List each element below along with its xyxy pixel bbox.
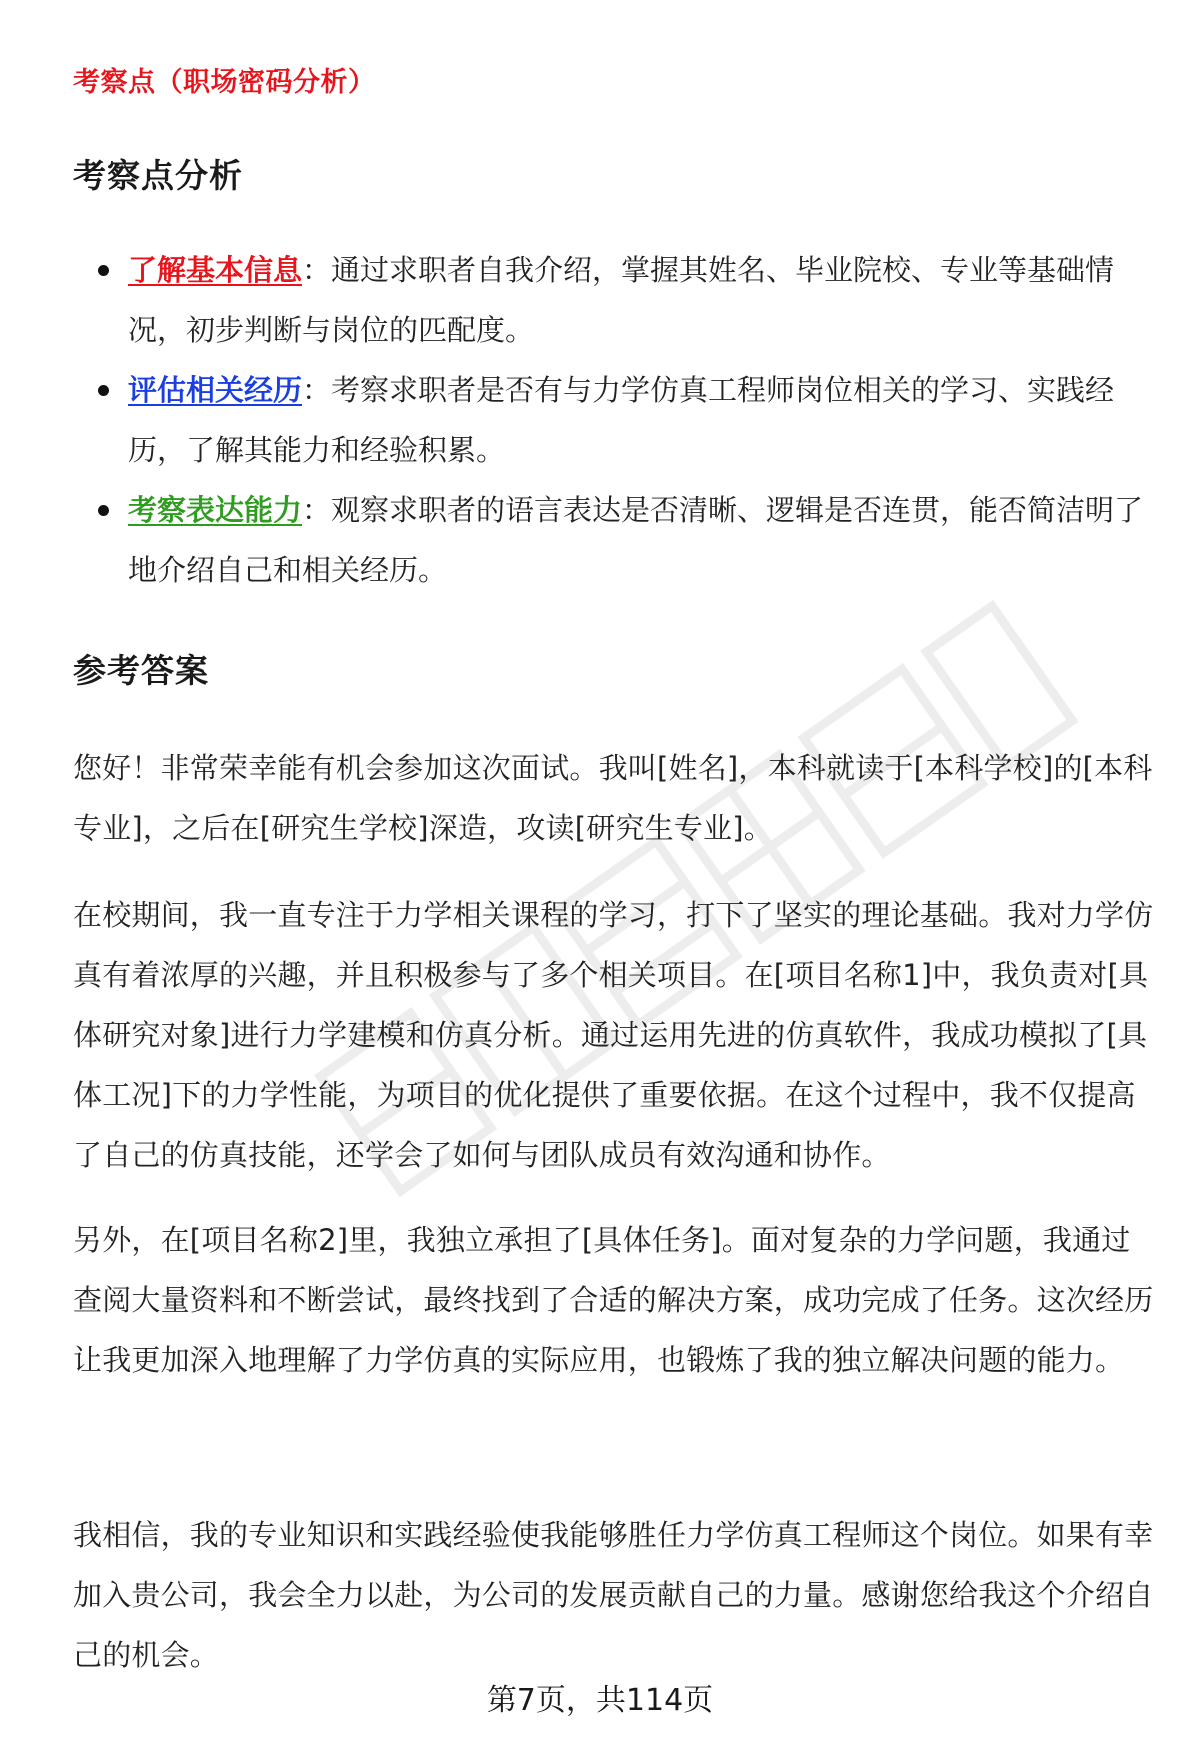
bullet-icon (98, 385, 109, 396)
bullet-icon (98, 265, 109, 276)
answer-paragraph: 我相信，我的专业知识和实践经验使我能够胜任力学仿真工程师这个岗位。如果有幸加入贵公司，我会全力以赴，为公司的发展贡献自己的力量。感谢您给我这个介绍自己的机会。 (73, 1518, 1154, 1672)
answer-paragraph: 在校期间，我一直专注于力学相关课程的学习，打下了坚实的理论基础。我对力学仿真有着浓厚的兴趣，并且积极参与了多个相关项目。在[项目名称1]中，我负责对[具体研究对象]进行力学建模和仿真分析。通过运用先进的仿真软件，我成功模拟了[具体工况]下的力学性能，为项目的优化提供了重要依据。在这个过程中，我不仅提高了自己的仿真技能，还学会了如何与团队成员有效沟通和协作。 (73, 898, 1154, 1172)
keyword-link[interactable]: 评估相关经历 (128, 373, 303, 407)
bullet-text: ：考察求职者是否有与力学仿真工程师岗位相关的学习、实践经历，了解其能力和经验积累。 (128, 373, 1115, 467)
analysis-heading: 考察点分析 (73, 156, 243, 195)
list-item (73, 240, 1153, 360)
bullet-text: ：通过求职者自我介绍，掌握其姓名、毕业院校、专业等基础情况，初步判断与岗位的匹配度。 (128, 253, 1115, 347)
analysis-list (73, 240, 1153, 600)
keyword-link[interactable]: 了解基本信息 (128, 253, 303, 287)
answer-heading: 参考答案 (73, 651, 209, 690)
keyword-link[interactable]: 考察表达能力 (128, 493, 303, 527)
list-item (73, 480, 1153, 600)
list-item (73, 360, 1153, 480)
answer-paragraph: 另外，在[项目名称2]里，我独立承担了[具体任务]。面对复杂的力学问题，我通过查阅大量资料和不断尝试，最终找到了合适的解决方案，成功完成了任务。这次经历让我更加深入地理解了力学仿真的实际应用，也锻炼了我的独立解决问题的能力。 (73, 1223, 1154, 1377)
section-tag: 考察点（职场密码分析） (73, 67, 376, 98)
page-footer: 第7页，共114页 (486, 1683, 714, 1718)
bullet-text: ：观察求职者的语言表达是否清晰、逻辑是否连贯，能否简洁明了地介绍自己和相关经历。 (128, 493, 1144, 587)
bullet-icon (98, 505, 109, 516)
answer-paragraph: 您好！非常荣幸能有机会参加这次面试。我叫[姓名]，本科就读于[本科学校]的[本科专业]，之后在[研究生学校]深造，攻读[研究生专业]。 (73, 751, 1153, 845)
